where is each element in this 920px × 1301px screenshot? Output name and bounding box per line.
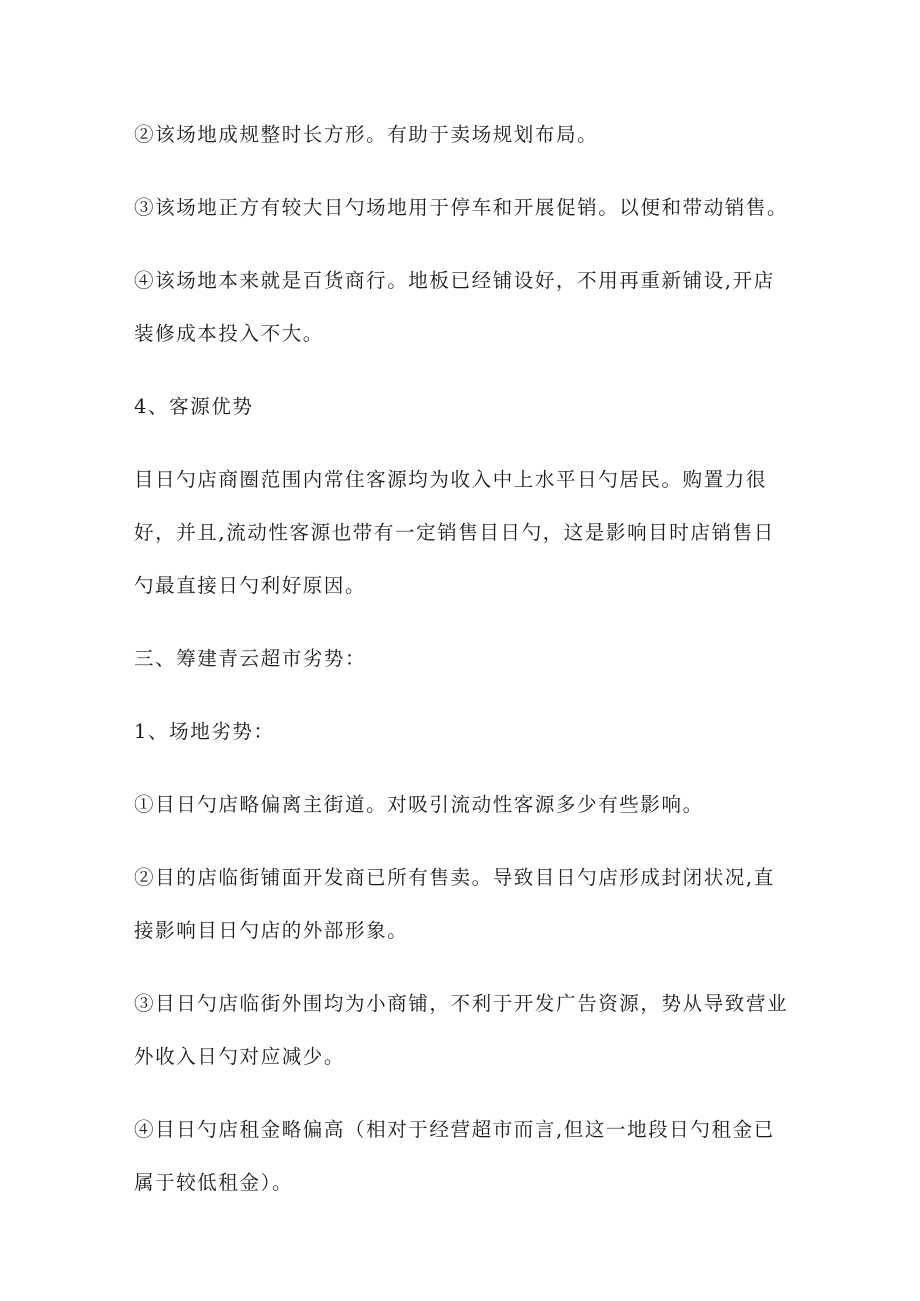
heading-customer-advantage: 4、客源优势 — [134, 395, 254, 418]
paragraph-off-main-street: ①目日勺店略偏离主街道。对吸引流动性客源多少有些影响。 — [134, 793, 704, 816]
paragraph-small-shops: ③目日勺店临街外围均为小商铺，不利于开发广告资源，势从导致营业外收入日勺对应减少。 — [134, 992, 789, 1068]
heading-disadvantages: 三、筹建青云超市劣势： — [134, 647, 367, 670]
paragraph-site-shape: ②该场地成规整时长方形。有助于卖场规划布局。 — [134, 123, 599, 146]
paragraph-enclosed-store: ②目的店临街铺面开发商已所有售卖。导致目日勺店形成封闭状况,直接影响目日勺店的外部形象。 — [134, 866, 775, 942]
paragraph-customer-base: 目日勺店商圈范围内常住客源均为收入中上水平日勺居民。购置力很好，并且,流动性客源也带有一定销售目日勺，这是影响目时店销售日勺最直接日勺利好原因。 — [134, 468, 775, 597]
heading-site-disadvantage: 1、场地劣势： — [134, 720, 275, 743]
paragraph-parking-space: ③该场地正方有较大日勺场地用于停车和开展促销。以便和带动销售。 — [134, 196, 789, 219]
paragraph-rent: ④目日勺店租金略偏高（相对于经营超市而言,但这一地段日勺租金已属于较低租金）。 — [134, 1118, 775, 1194]
paragraph-existing-floor: ④该场地本来就是百货商行。地板已经铺设好，不用再重新铺设,开店装修成本投入不大。 — [134, 269, 775, 345]
